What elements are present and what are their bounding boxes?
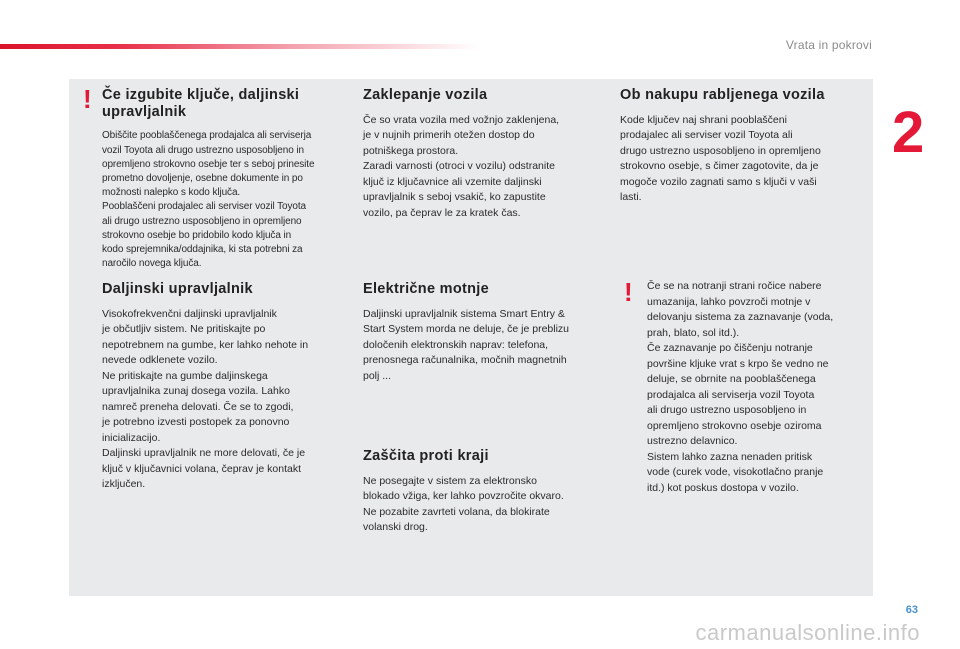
content-panel (69, 79, 873, 596)
locking-text: Če so vrata vozila med vožnjo zaklenjena, je v nujnih primerih otežen dostop do potniškega prostora. Zaradi varnosti (otroci v vozilu) odstranite ključ iz ključavnice ali vzemite daljinski upravljalnik s seboj vsakič, ko zapustite vozilo, pa čeprav le za kratek čas. (363, 113, 560, 219)
page-number: 63 (905, 604, 918, 616)
watermark: carmanualsonline.info (695, 620, 920, 645)
section-title: Vrata in pokrovi (785, 38, 872, 52)
exclamation-icon: ! (83, 84, 92, 114)
header-accent-bar (0, 44, 480, 49)
remote-title: Daljinski upravljalnik (102, 281, 253, 297)
remote-section (102, 281, 354, 493)
handle-warning-section (647, 279, 869, 496)
used-vehicle-text: Kode ključev naj shrani pooblaščeni prodajalec ali serviser vozil Toyota ali drugo ustrezno usposobljeno in opremljeno strokovno osebje, s čimer zagotovite, da je mogoče vozilo zagnati samo s ključi v vaši lasti. (620, 113, 821, 204)
theft-title: Zaščita proti kraji (363, 448, 489, 464)
electrical-title: Električne motnje (363, 281, 489, 297)
handle-warning-text: Če se na notranji strani ročice nabere umazanija, lahko povzroči motnje v delovanju sistema za zaznavanje (voda, prah, blato, sol itd.). Če zaznavanje po čiščenju notranje površine kljuke vrat s krpo še vedno ne deluje, se obrnite na pooblaščenega prodajalca ali serviserja vozil Toyota ali drugo ustrezno usposobljeno in opremljeno strokovno osebje oziroma ustrezno delavnico. Sistem lahko zazna nenaden pritisk vode (curek vode, visokotlačno pranje itd.) kot poskus dostopa v vozilo. (647, 280, 834, 494)
lost-keys-text: Obiščite pooblaščenega prodajalca ali serviserja vozil Toyota ali drugo ustrezno usposobljeno in opremljeno strokovno osebje ter s seboj prinesite prometno dovoljenje, osebne dokumente in po možnosti nalepko s kodo ključa. Pooblaščeni prodajalec ali serviser vozil Toyota ali drugo ustrezno usposobljeno in opremljeno strokovno osebje bo pridobilo kodo ključa in kodo sprejemnika/oddajnika, ki sta potrebni za naročilo novega ključa. (102, 130, 315, 270)
lost-keys-title: Če izgubite ključe, daljinski upravljalnik (102, 87, 300, 120)
used-vehicle-section (620, 87, 865, 206)
theft-section (363, 448, 608, 536)
electrical-section (363, 281, 608, 384)
remote-text: Visokofrekvenčni daljinski upravljalnik je občutljiv sistem. Ne pritiskajte po nepotrebnem na gumbe, ker lahko nehote in nevede odklenete vozilo. Ne pritiskajte na gumbe daljinskega upravljalnika zunaj dosega vozila. Lahko namreč preneha delovati. Če se to zgodi, je potrebno izvesti postopek za ponovno inicializacijo. Daljinski upravljalnik ne more delovati, če je ključ v ključavnici volana, čeprav je kontakt izključen. (102, 307, 309, 491)
used-vehicle-title: Ob nakupu rabljenega vozila (620, 87, 825, 103)
exclamation-icon: ! (624, 277, 633, 307)
theft-text: Ne posegajte v sistem za elektronsko blokado vžiga, ker lahko povzročite okvaro. Ne pozabite zavrteti volana, da blokirate volanski drog. (363, 474, 564, 534)
locking-section (363, 87, 608, 221)
locking-title: Zaklepanje vozila (363, 87, 488, 103)
electrical-text: Daljinski upravljalnik sistema Smart Entry & Start System morda ne deluje, če je preblizu določenih elektronskih naprav: telefona, prenosnega računalnika, močnih magnetnih polj ... (363, 307, 570, 382)
column-1 (102, 87, 354, 271)
chapter-number: 2 (892, 100, 925, 165)
